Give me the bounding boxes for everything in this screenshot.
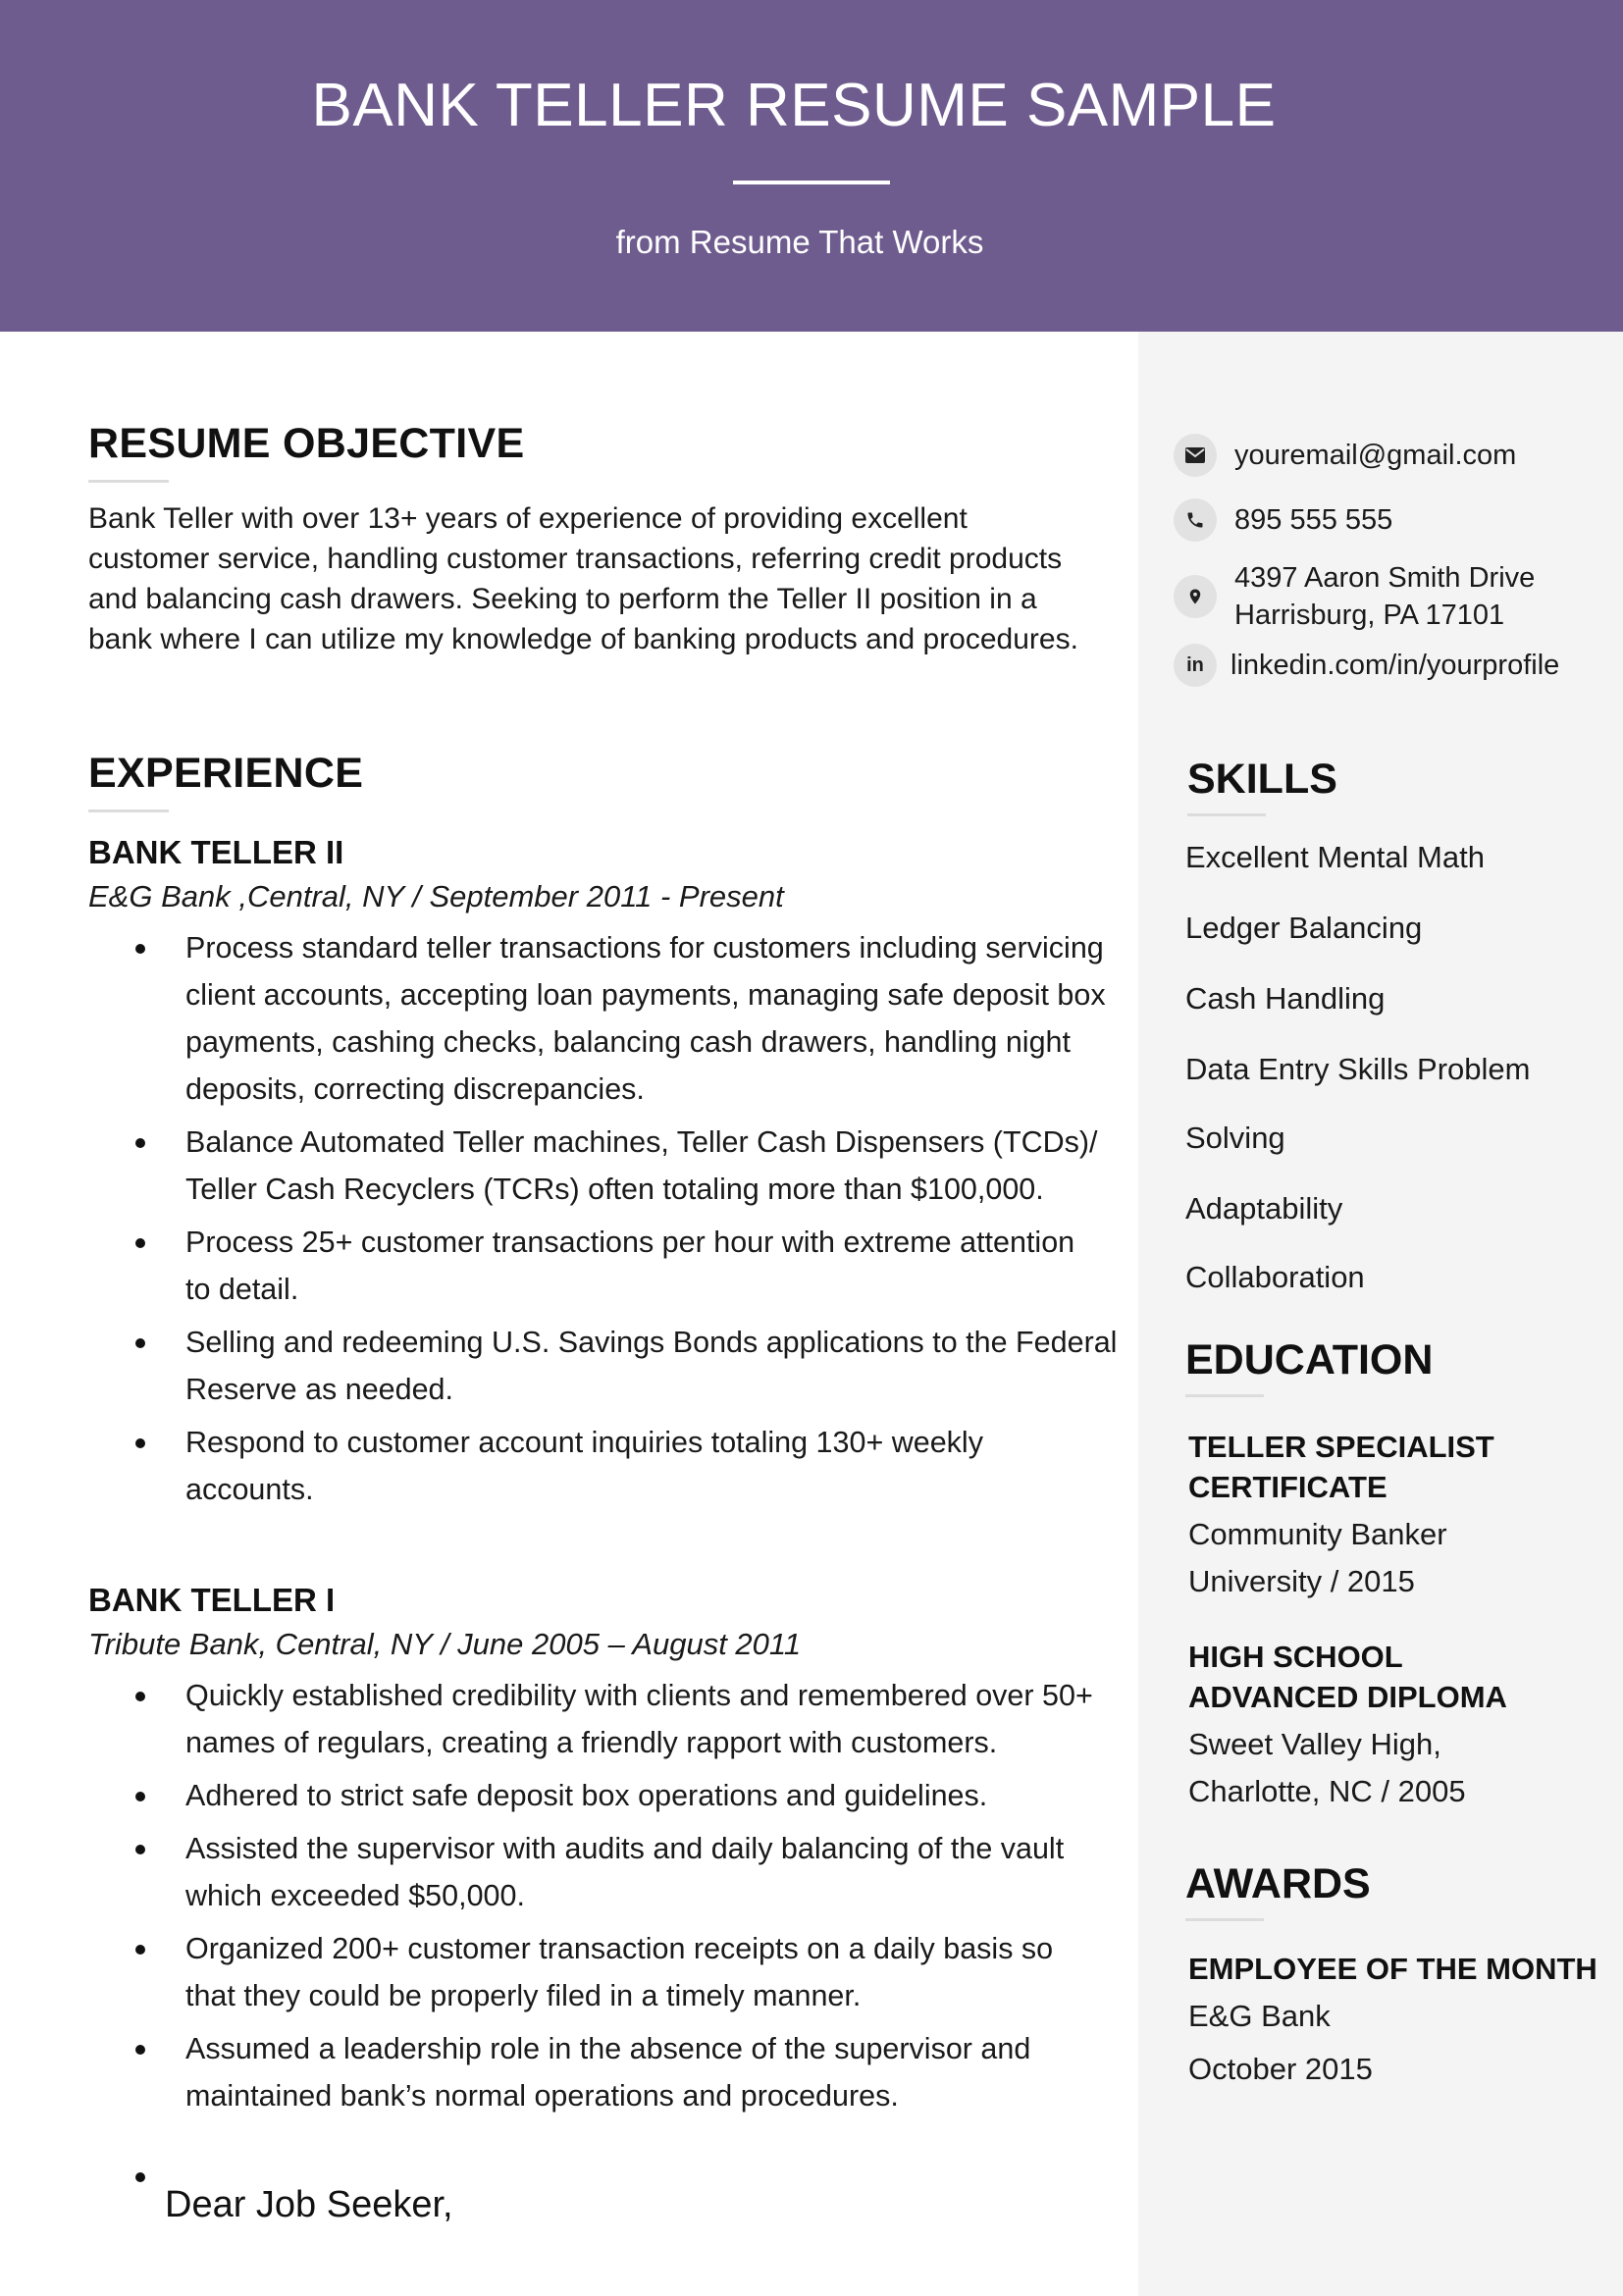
education-title bbox=[1188, 1637, 1507, 1717]
education-heading: EDUCATION bbox=[1185, 1336, 1434, 1383]
page-header bbox=[0, 0, 1623, 332]
address-line2: Harrisburg, PA 17101 bbox=[1234, 600, 1505, 631]
skill-item: Collaboration bbox=[1185, 1260, 1365, 1294]
bullet-line: Process standard teller transactions for customers including servicing bbox=[185, 931, 1104, 965]
objective-section bbox=[88, 420, 1119, 659]
bullet-line: Organized 200+ customer transaction receipts on a daily basis so bbox=[185, 1932, 1054, 1965]
job-meta: Tribute Bank, Central, NY / June 2005 – August 2011 bbox=[88, 1627, 802, 1661]
page-title: BANK TELLER RESUME SAMPLE bbox=[311, 72, 1277, 139]
objective-heading: RESUME OBJECTIVE bbox=[88, 420, 525, 467]
objective-line: and balancing cash drawers. Seeking to perform the Teller II position in a bbox=[88, 583, 1037, 615]
linkedin-icon bbox=[1174, 644, 1217, 687]
job-title: BANK TELLER I bbox=[88, 1582, 336, 1618]
job-entry bbox=[88, 1582, 1128, 2119]
bullet-line: which exceeded $50,000. bbox=[185, 1879, 525, 1912]
skills-rule bbox=[1187, 813, 1266, 816]
experience-rule bbox=[88, 809, 169, 812]
education-detail bbox=[1188, 1721, 1507, 1815]
page-subtitle: from Resume That Works bbox=[615, 224, 984, 260]
bullet-line: accounts. bbox=[185, 1473, 314, 1506]
education-detail-line: Sweet Valley High, bbox=[1188, 1727, 1441, 1761]
education-detail bbox=[1188, 1511, 1494, 1605]
address-text bbox=[1234, 559, 1535, 634]
bullet-line: Assumed a leadership role in the absence of the supervisor and bbox=[185, 2032, 1031, 2065]
address-line1: 4397 Aaron Smith Drive bbox=[1234, 562, 1536, 594]
bullet-line: payments, cashing checks, balancing cash drawers, handling night bbox=[185, 1025, 1071, 1059]
contact-address bbox=[1174, 559, 1535, 634]
letter-salutation: Dear Job Seeker, bbox=[165, 2184, 453, 2225]
bullet-line: Balance Automated Teller machines, Teller Cash Dispensers (TCDs)/ bbox=[185, 1125, 1098, 1159]
skill-item: Ledger Balancing bbox=[1185, 911, 1423, 945]
linkedin-badge: in bbox=[1186, 653, 1204, 676]
award-entry bbox=[1188, 1949, 1597, 2093]
job-meta: E&G Bank ,Central, NY / September 2011 - Present bbox=[88, 879, 784, 913]
phone-icon bbox=[1174, 498, 1217, 542]
objective-line: Bank Teller with over 13+ years of experience of providing excellent bbox=[88, 502, 968, 535]
skill-item: Cash Handling bbox=[1185, 981, 1386, 1016]
bullet-line: maintained bank’s normal operations and procedures. bbox=[185, 2079, 899, 2113]
education-entry bbox=[1188, 1427, 1494, 1605]
job-title: BANK TELLER II bbox=[88, 834, 344, 870]
award-title: EMPLOYEE OF THE MONTH bbox=[1188, 1952, 1597, 1986]
bullet-item bbox=[88, 1925, 1128, 2019]
empty-bullet bbox=[135, 2172, 145, 2182]
bullet-item bbox=[88, 1419, 1128, 1513]
education-detail-line: Community Banker bbox=[1188, 1517, 1447, 1551]
phone-text: 895 555 555 bbox=[1234, 504, 1393, 536]
education-rule bbox=[1185, 1394, 1264, 1397]
awards-section bbox=[1185, 1860, 1371, 1921]
bullet-line: Selling and redeeming U.S. Savings Bonds applications to the Federal bbox=[185, 1326, 1118, 1359]
bullet-line: Quickly established credibility with clients and remembered over 50+ bbox=[185, 1679, 1093, 1712]
bullet-line: that they could be properly filed in a timely manner. bbox=[185, 1979, 862, 2012]
job-bullets bbox=[88, 924, 1128, 1513]
linkedin-text[interactable]: linkedin.com/in/yourprofile bbox=[1230, 650, 1560, 681]
awards-rule bbox=[1185, 1918, 1264, 1921]
location-pin-icon bbox=[1174, 575, 1217, 618]
bullet-line: Reserve as needed. bbox=[185, 1373, 453, 1406]
bullet-line: client accounts, accepting loan payments, managing safe deposit box bbox=[185, 978, 1106, 1012]
objective-rule bbox=[88, 480, 169, 483]
objective-text bbox=[88, 498, 1119, 659]
skills-heading: SKILLS bbox=[1187, 756, 1337, 803]
bullet-line: Teller Cash Recyclers (TCRs) often totaling more than $100,000. bbox=[185, 1173, 1044, 1206]
education-section bbox=[1185, 1336, 1433, 1397]
objective-line: bank where I can utilize my knowledge of banking products and procedures. bbox=[88, 623, 1078, 655]
experience-heading: EXPERIENCE bbox=[88, 750, 364, 797]
education-entry bbox=[1188, 1637, 1507, 1815]
education-detail-line: Charlotte, NC / 2005 bbox=[1188, 1774, 1466, 1808]
email-text[interactable]: youremail@gmail.com bbox=[1234, 440, 1517, 471]
bullet-item bbox=[88, 1772, 1128, 1819]
email-icon bbox=[1174, 434, 1217, 477]
header-divider bbox=[733, 181, 890, 184]
award-date: October 2015 bbox=[1188, 2052, 1373, 2086]
bullet-line: Process 25+ customer transactions per hour with extreme attention bbox=[185, 1226, 1075, 1259]
skill-item: Excellent Mental Math bbox=[1185, 840, 1485, 874]
contact-linkedin bbox=[1174, 644, 1559, 687]
awards-heading: AWARDS bbox=[1185, 1860, 1371, 1907]
bullet-line: deposits, correcting discrepancies. bbox=[185, 1072, 645, 1106]
bullet-item bbox=[88, 1825, 1128, 1919]
skill-item: Adaptability bbox=[1185, 1191, 1343, 1226]
contact-phone bbox=[1174, 498, 1392, 542]
bullet-line: Respond to customer account inquiries totaling 130+ weekly bbox=[185, 1426, 983, 1459]
bullet-item bbox=[88, 1119, 1128, 1213]
skills-section bbox=[1187, 756, 1337, 816]
bullet-item bbox=[88, 924, 1128, 1113]
bullet-item bbox=[88, 1219, 1128, 1313]
skill-item: Data Entry Skills Problem bbox=[1185, 1052, 1531, 1086]
award-org: E&G Bank bbox=[1188, 1999, 1331, 2033]
objective-line: customer service, handling customer transactions, referring credit products bbox=[88, 543, 1063, 575]
bullet-line: names of regulars, creating a friendly rapport with customers. bbox=[185, 1726, 998, 1759]
bullet-line: Assisted the supervisor with audits and daily balancing of the vault bbox=[185, 1832, 1065, 1865]
experience-section bbox=[88, 750, 1128, 2125]
bullet-item bbox=[88, 2025, 1128, 2119]
education-title-line: TELLER SPECIALIST bbox=[1188, 1430, 1494, 1464]
education-detail-line: University / 2015 bbox=[1188, 1564, 1415, 1598]
education-title-line: CERTIFICATE bbox=[1188, 1470, 1387, 1504]
bullet-line: to detail. bbox=[185, 1273, 299, 1306]
education-title-line: ADVANCED DIPLOMA bbox=[1188, 1680, 1507, 1714]
bullet-item bbox=[88, 1319, 1128, 1413]
bullet-item bbox=[88, 1672, 1128, 1766]
contact-email bbox=[1174, 434, 1516, 477]
education-title bbox=[1188, 1427, 1494, 1507]
bullet-line: Adhered to strict safe deposit box operations and guidelines. bbox=[185, 1779, 988, 1812]
job-entry bbox=[88, 834, 1128, 1513]
education-title-line: HIGH SCHOOL bbox=[1188, 1640, 1403, 1674]
skill-item: Solving bbox=[1185, 1121, 1285, 1155]
job-bullets bbox=[88, 1672, 1128, 2119]
